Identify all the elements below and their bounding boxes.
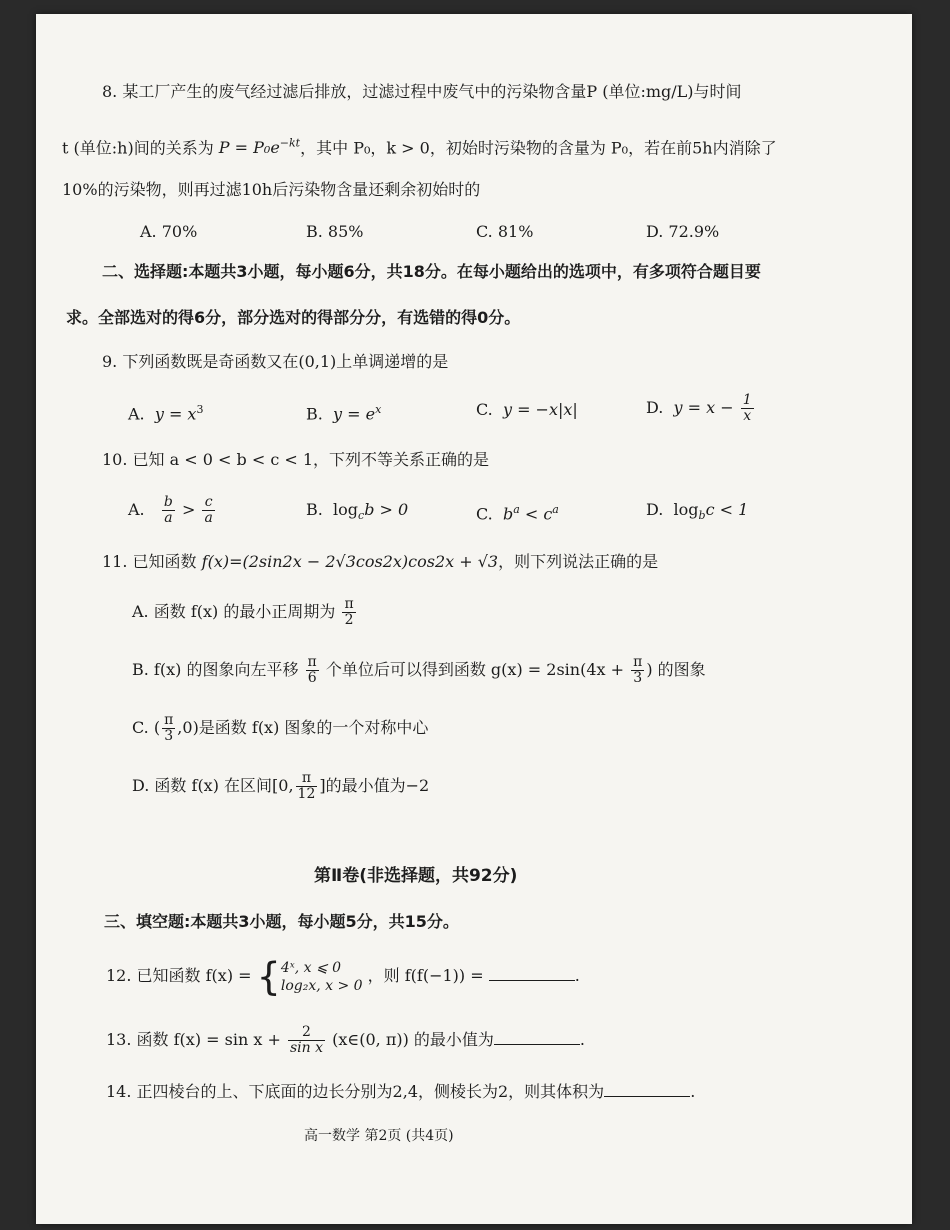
q14-line: 14. 正四棱台的上、下底面的边长分别为2,4，侧棱长为2，则其体积为 . — [106, 1082, 696, 1101]
q9-option-d: D. y = x − $\frac{1}{x}$ — [646, 392, 752, 424]
q8-line3: 10%的污染物，则再过滤10h后污染物含量还剩余初始时的 — [62, 180, 481, 199]
q11-stem: 11. 已知函数 f(x)=(2sin2x − 2√3cos2x)cos2x + √3，则下列说法正确的是 — [102, 552, 659, 571]
q10-option-a: A. $\frac{b}{a}$ > $\frac{c}{a}$ — [128, 494, 213, 526]
q8-text-2a: t (单位:h)间的关系为 — [62, 138, 214, 158]
q10-option-c: C. $b^a < c^a$ — [476, 503, 559, 524]
q8-option-a: A. 70% — [140, 222, 198, 241]
q10-option-d: D. $\log_bc < 1$ — [646, 500, 749, 523]
q8-text-1: 某工厂产生的废气经过滤后排放，过滤过程中废气中的污染物含量 — [122, 82, 587, 101]
page-footer: 高一数学 第2页 (共4页) — [304, 1128, 454, 1144]
q10-stem: 10. 已知 a < 0 < b < c < 1，下列不等关系正确的是 — [102, 450, 490, 469]
q8-option-d: D. 72.9% — [646, 222, 720, 241]
q13-answer-blank[interactable] — [494, 1030, 580, 1045]
q8-text-1-tail: P (单位:mg/L)与时间 — [586, 82, 742, 101]
q11-option-c: C. ( $\frac{\pi}{3}$ ,0)是函数 f(x) 图象的一个对称中心 — [132, 712, 429, 744]
q9-option-a: A. $y = x^3$ — [128, 403, 204, 424]
piecewise-brace: { — [256, 954, 281, 999]
q11-option-d: D. 函数 f(x) 在区间[0, $\frac{\pi}{12}$ ]的最小值为−2 — [132, 770, 430, 802]
q8-formula: $P = P_0e^{-kt}$ — [218, 137, 301, 158]
q8-line2 — [62, 134, 777, 158]
q12-line: 12. 已知函数 f(x) = { 4ˣ, x ⩽ 0 log₂x, x > 0 ，则 f(f(−1)) = . — [106, 954, 580, 999]
q13-line: 13. 函数 f(x) = sin x + $\frac{2}{\text{sin x}}$ (x∈(0, π)) 的最小值为 . — [106, 1024, 585, 1056]
exam-page — [36, 14, 912, 1224]
q10-option-b: B. $\log_cb > 0$ — [306, 500, 409, 523]
q8-number: 8. — [102, 82, 118, 101]
q9-option-c: C. y = −x|x| — [476, 400, 578, 419]
piecewise-cases: 4ˣ, x ⩽ 0 log₂x, x > 0 — [280, 959, 363, 994]
section2-heading-line2: 求。全部选对的得6分，部分选对的得部分分，有选错的得0分。 — [66, 308, 521, 327]
q9-stem: 9. 下列函数既是奇函数又在(0,1)上单调递增的是 — [102, 352, 449, 371]
part2-title: 第Ⅱ卷(非选择题，共92分) — [314, 866, 518, 886]
q12-answer-blank[interactable] — [489, 966, 575, 981]
q11-option-b: B. f(x) 的图象向左平移 $\frac{\pi}{6}$ 个单位后可以得到函数 g(x) = 2sin(4x + $\frac{\pi}{3}$ ) 的图象 — [132, 654, 706, 686]
section3-heading: 三、填空题:本题共3小题，每小题5分，共15分。 — [104, 912, 459, 931]
q8-option-b: B. 85% — [306, 222, 364, 241]
q14-answer-blank[interactable] — [604, 1082, 690, 1097]
section2-heading-line1: 二、选择题:本题共3小题，每小题6分，共18分。在每小题给出的选项中，有多项符合题目要 — [102, 262, 761, 281]
q8-line1 — [102, 82, 742, 102]
q11-option-a: A. 函数 f(x) 的最小正周期为 $\frac{\pi}{2}$ — [132, 596, 354, 628]
q9-option-b: B. $y = e^x$ — [306, 403, 382, 424]
q8-option-c: C. 81% — [476, 222, 534, 241]
q8-text-2b: ，其中 P₀，k > 0，初始时污染物的含量为 P₀，若在前5h内消除了 — [300, 138, 777, 158]
